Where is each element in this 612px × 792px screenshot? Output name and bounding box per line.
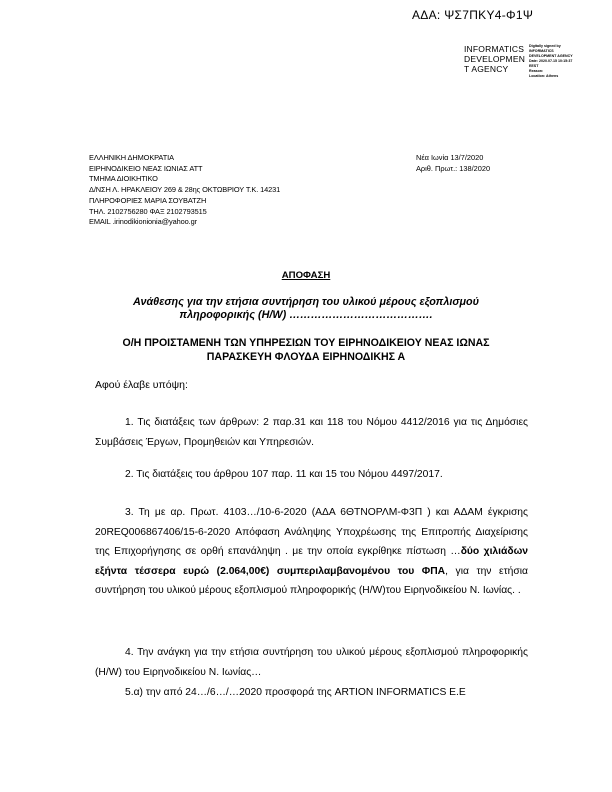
paragraph-1: 1. Τις διατάξεις των άρθρων: 2 παρ.31 και 118 του Νόμου 4412/2016 για τις Δημόσιες Συμβάσεις Έργων, Προμηθειών και Υπηρεσιών. — [95, 417, 528, 448]
issuing-authority — [0, 337, 612, 364]
paragraph-3-end: , για την ετήσια συντήρηση του υλικού μέρους εξοπλισμού πληροφορικής (H/W)του Ειρηνοδικείου Ν. Ιωνίας. . — [95, 565, 528, 596]
signature-details — [529, 44, 573, 79]
paragraph-3 — [95, 503, 528, 601]
signature-detail-line: INFORMATICS — [529, 49, 554, 53]
document-date: Νέα Ιωνία 13/7/2020 — [416, 153, 484, 162]
paragraph-2: 2. Τις διατάξεις του άρθρου 107 παρ. 11 και 15 του Νόμου 4497/2017. — [125, 469, 443, 480]
signature-org-line: T AGENCY — [464, 64, 509, 74]
header-address: Δ/ΝΣΗ Λ. ΗΡΑΚΛΕΙΟΥ 269 & 28ης ΟΚΤΩΒΡΙΟΥ Τ.Κ. 14231 — [89, 185, 281, 195]
signature-organization — [464, 44, 525, 74]
signature-detail-line: Digitally signed by — [529, 44, 561, 48]
subject-line: πληροφορικής (H/W) …………………………………. — [179, 309, 433, 321]
authority-line: ΠΑΡΑΣΚΕΥΗ ΦΛΟΥΔΑ ΕΙΡΗΝΟΔΙΚΗΣ Α — [206, 350, 406, 363]
signature-detail-line: Date: 2020.07.15 10:15:37 — [529, 59, 573, 63]
document-title: ΑΠΟΦΑΣΗ — [281, 270, 331, 281]
sender-header — [89, 153, 280, 228]
paragraph-3-start: 3. Τη με αρ. Πρωτ. 4103…/10-6-2020 (ΑΔΑ 6ΘΤΝΟΡΛΜ-Φ3Π ) και ΑΔΑΜ έγκρισης 20REQ006867406/15-6-2020 Απόφαση Ανάληψης Υποχρέωσης της Επιτροπής Διαχείρισης της Επιχορήγησης σε ορθή επανάληψη . με την οποία εγκρίθηκε πίστωση … — [95, 507, 528, 557]
paragraph-4: 4. Την ανάγκη για την ετήσια συντήρηση του υλικού μέρους εξοπλισμού πληροφορικής (H/W) του Ειρηνοδικείου Ν. Ιωνίας… — [95, 647, 528, 678]
header-contact-person: ΠΛΗΡΟΦΟΡΙΕΣ ΜΑΡΙΑ ΣΟΥΒΑΤΖΗ — [89, 195, 207, 205]
signature-detail-line: DEVELOPMENT AGENCY — [529, 54, 573, 58]
signature-detail-line: Location: Athens — [529, 74, 559, 78]
header-email: EMAIL .irinodikionionia@yahoo.gr — [89, 217, 197, 227]
header-country: ΕΛΛΗΝΙΚΗ ΔΗΜΟΚΡΑΤΙΑ — [89, 153, 174, 162]
header-court: ΕΙΡΗΝΟΔΙΚΕΙΟ ΝΕΑΣ ΙΩΝΙΑΣ ΑΤΤ — [89, 163, 203, 173]
authority-line: Ο/Η ΠΡΟΙΣΤΑΜΕΝΗ ΤΩΝ ΥΠΗΡΕΣΙΩΝ ΤΟΥ ΕΙΡΗΝΟΔΙΚΕΙΟΥ ΝΕΑΣ ΙΩΝΑΣ — [122, 337, 490, 349]
signature-detail-line: Reason: — [529, 69, 544, 73]
considering-intro: Αφού έλαβε υπόψη: — [95, 379, 188, 391]
header-phone-fax: ΤΗΛ. 2102756280 ΦΑΞ 2102793515 — [89, 206, 207, 216]
protocol-number: Αριθ. Πρωτ.: 138/2020 — [416, 163, 491, 173]
paragraph-3-amount: δύο χιλιάδων εξήντα τέσσερα ευρώ (2.064,00€) συμπεριλαμβανομένου του ΦΠΑ — [95, 546, 529, 577]
signature-detail-line: EEST — [529, 64, 539, 68]
subject-line: Ανάθεσης για την ετήσια συντήρηση του υλικού μέρους εξοπλισμού — [132, 296, 480, 308]
date-protocol-header — [416, 153, 490, 174]
signature-org-line: DEVELOPMEN — [464, 54, 526, 64]
document-subject — [0, 296, 612, 322]
header-department: ΤΜΗΜΑ ΔΙΟΙΚΗΤΙΚΟ — [89, 174, 158, 184]
signature-org-line: INFORMATICS — [464, 44, 525, 54]
ada-code: ΑΔΑ: ΨΣ7ΠΚΥ4-Φ1Ψ — [412, 8, 534, 22]
paragraph-5: 5.α) την από 24…/6…/…2020 προσφορά της ARTION INFORMATICS E.E — [125, 687, 466, 698]
